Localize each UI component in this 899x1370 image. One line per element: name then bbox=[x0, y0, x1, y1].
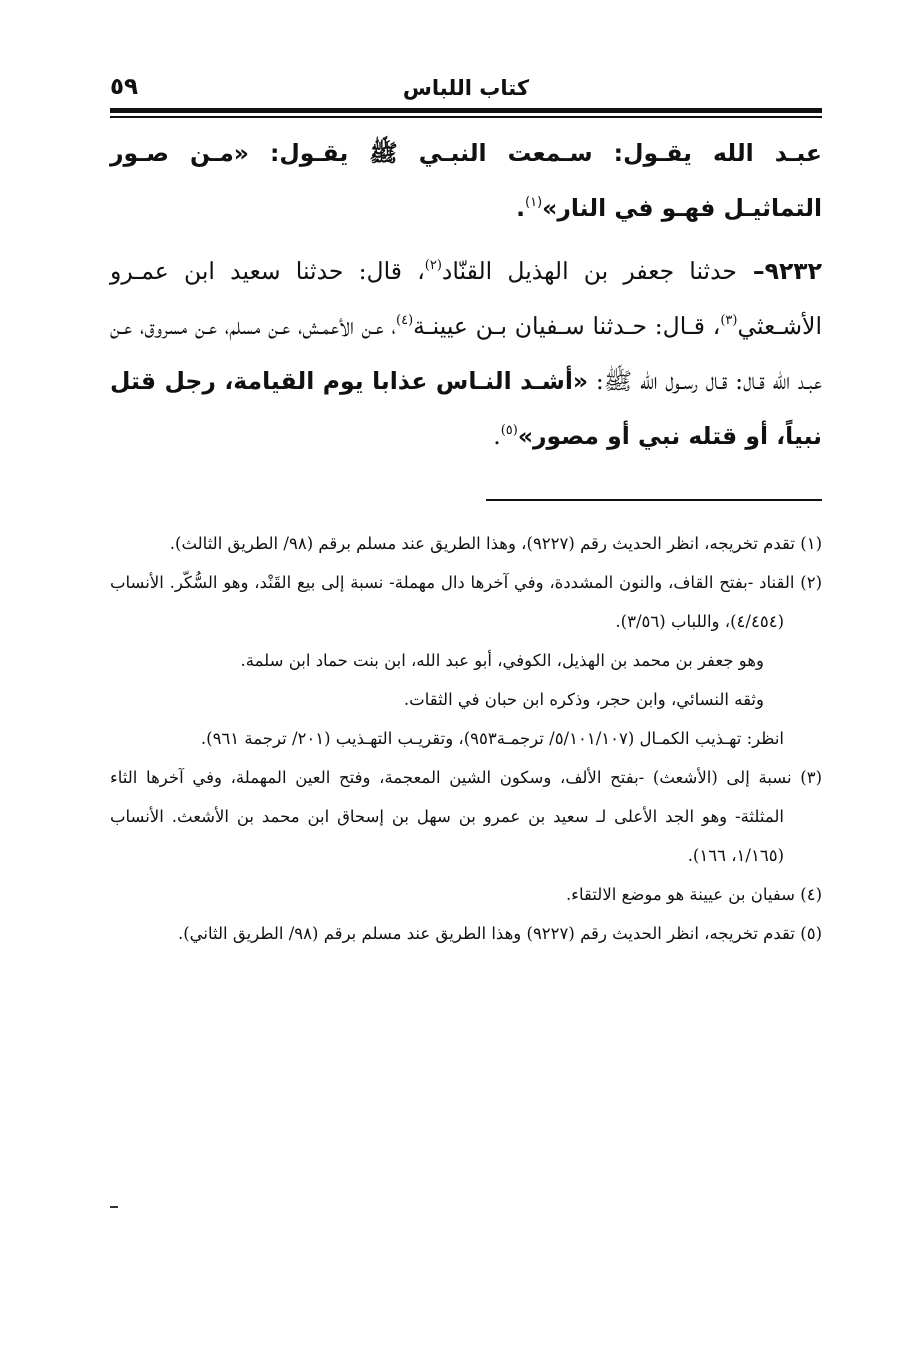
footnote-4: (٤) سفيان بن عيينة هو موضع الالتقاء. bbox=[565, 885, 822, 904]
header-rule-thick bbox=[110, 108, 822, 113]
paragraph-continuation bbox=[110, 126, 822, 236]
p1-text: عبـد الله يقـول: سـمعت النبـي ﷺ يقـول: bbox=[248, 139, 822, 167]
p1-end: . bbox=[516, 194, 525, 222]
footnote-3: (٣) نسبة إلى (الأشعث) -بفتح الألف، وسكون الشين المعجمة، وفتح العين المهملة، وفي آخرها الثاء المثلثة- وهو الجد الأعلى لـ سعيد بن عمرو بن سهل بن إسحاق ابن محمد بن الأشعث. الأنساب (١/١٦٥، ١٦٦). bbox=[110, 768, 822, 865]
hadith-text-b: ، قال: حدثنا سعيد ابن عمـرو الأشـعثي bbox=[110, 257, 822, 340]
footnote-2-line-2: وهو جعفر بن محمد بن الهذيل، الكوفي، أبو عبد الله، ابن بنت حماد ابن سلمة. bbox=[240, 651, 764, 670]
page-number: ٥٩ bbox=[110, 74, 139, 100]
footnote-2-line-4: انظر: تهـذيب الكمـال (٥/١٠١/١٠٧/ ترجمـة٩٥٣)، وتقريـب التهـذيب (٢٠١/ ترجمة ٩٦١). bbox=[200, 729, 784, 748]
hadith-end: . bbox=[493, 422, 501, 450]
footnote-ref-4: (٤) bbox=[396, 313, 414, 328]
page-mark bbox=[110, 1206, 118, 1208]
footnote-2: (٢) القناد -بفتح القاف، والنون المشددة، وفي آخرها دال مهملة- نسبة إلى بيع القَنْد، وهو السُّكّر. الأنساب (٤/٤٥٤)، واللباب (٣/٥٦). bbox=[110, 573, 822, 631]
footnote-ref-3: (٣) bbox=[720, 313, 738, 328]
hadith-text-a: حدثنا جعفر بن الهذيل القنّاد bbox=[441, 257, 737, 285]
hadith-text-c: ، قـال: حـدثنا سـفيان بـن عيينـة bbox=[413, 312, 721, 340]
footnote-1: (١) تقدم تخريجه، انظر الحديث رقم (٩٢٢٧)، وهذا الطريق عند مسلم برقم (٩٨/ الطريق الثالث). bbox=[169, 534, 822, 553]
footnote-ref-2: (٢) bbox=[424, 258, 442, 273]
page-title: كتاب اللباس bbox=[402, 76, 530, 100]
page-header bbox=[110, 74, 822, 104]
footnote-5: (٥) تقدم تخريجه، انظر الحديث رقم (٩٢٢٧) وهذا الطريق عند مسلم برقم (٩٨/ الطريق الثاني). bbox=[177, 924, 822, 943]
hadith-number: ٩٢٣٢– bbox=[736, 257, 822, 285]
hadith-quote: «أشـد النـاس عذابا يوم القيامة، رجل قتل نبياً، أو قتله نبي أو مصور» bbox=[110, 367, 822, 450]
footnote-ref-5: (٥) bbox=[500, 423, 518, 438]
header-rule-thin bbox=[110, 116, 822, 118]
p1-quote: «مـن صـور التماثيـل فهـو في النار» bbox=[110, 139, 822, 222]
footnote-separator bbox=[486, 499, 822, 501]
footnote-ref-1: (١) bbox=[525, 195, 543, 210]
footnote-2-line-3: وثقه النسائي، وابن حجر، وذكره ابن حبان في الثقات. bbox=[403, 690, 764, 709]
hadith-text-d: ، عـن الأعمـش، عـن مسلم، عـن مسروق، عـن عبـد الله قـال: قـال رسـول الله ﷺ: bbox=[110, 312, 823, 395]
hadith-paragraph bbox=[110, 244, 822, 464]
main-text bbox=[110, 126, 822, 464]
footnotes bbox=[110, 524, 822, 953]
